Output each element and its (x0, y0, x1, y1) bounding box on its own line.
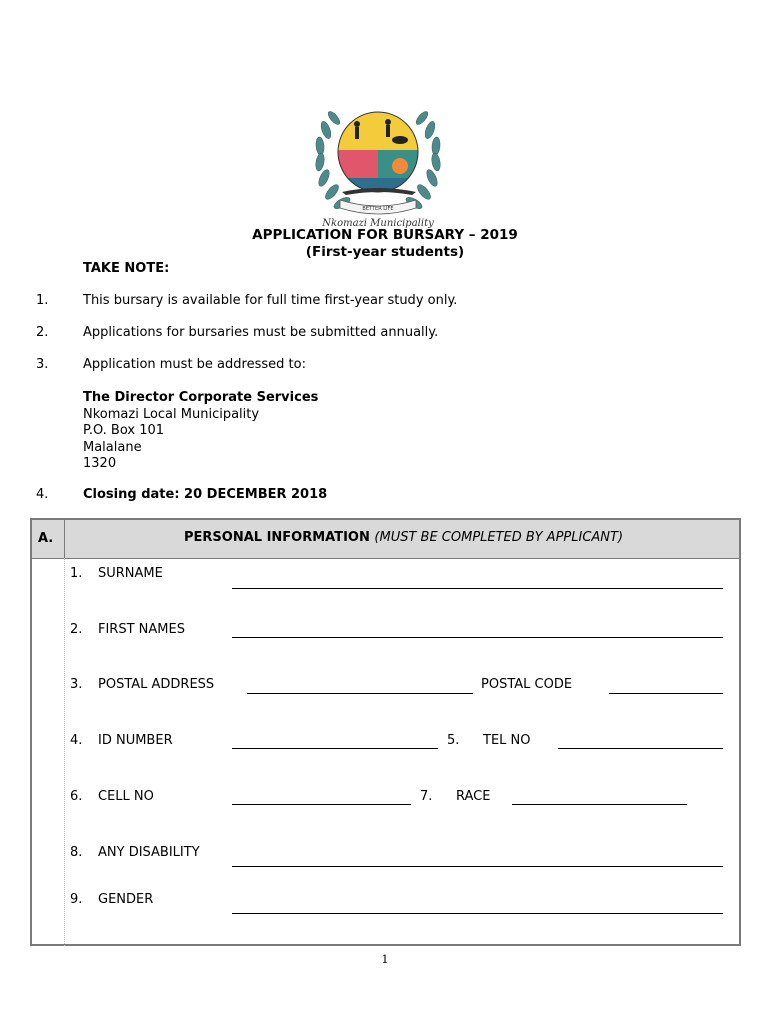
field-number: 2. (70, 622, 83, 637)
address-line: Malalane (83, 439, 142, 455)
race-label: RACE (456, 789, 491, 804)
closing-date: Closing date: 20 DECEMBER 2018 (83, 487, 328, 502)
field-number: 7. (420, 789, 433, 804)
svg-text:BETTER LIFE: BETTER LIFE (362, 206, 394, 212)
personal-information-section (30, 518, 741, 946)
note-number: 3. (36, 357, 49, 372)
note-text: Applications for bursaries must be submitted annually. (83, 325, 439, 340)
municipality-logo (312, 100, 444, 228)
take-note-heading: TAKE NOTE: (83, 261, 170, 276)
field-number: 6. (70, 789, 83, 804)
note-number: 4. (36, 487, 49, 502)
any-disability-field[interactable] (232, 866, 723, 867)
surname-label: SURNAME (98, 566, 163, 581)
field-number: 5. (447, 733, 460, 748)
document-title: APPLICATION FOR BURSARY – 2019 (252, 227, 518, 243)
note-number: 2. (36, 325, 49, 340)
first-names-label: FIRST NAMES (98, 622, 185, 637)
postal-code-field[interactable] (609, 693, 723, 694)
postal-address-field[interactable] (247, 693, 473, 694)
field-number: 9. (70, 892, 83, 907)
race-field[interactable] (512, 804, 687, 805)
cell-no-field[interactable] (232, 804, 411, 805)
id-number-label: ID NUMBER (98, 733, 173, 748)
section-title-text: PERSONAL INFORMATION (184, 530, 370, 545)
tel-no-label: TEL NO (483, 733, 531, 748)
postal-code-label: POSTAL CODE (481, 677, 573, 692)
note-text: This bursary is available for full time first-year study only. (83, 293, 458, 308)
field-number: 3. (70, 677, 83, 692)
first-names-field[interactable] (232, 637, 723, 638)
id-number-field[interactable] (232, 748, 438, 749)
svg-text:Nkomazi Municipality: Nkomazi Municipality (322, 218, 434, 228)
address-line: The Director Corporate Services (83, 390, 319, 405)
note-number: 1. (36, 293, 49, 308)
gender-field[interactable] (232, 913, 723, 914)
page-number: 1 (381, 953, 389, 966)
note-text: Application must be addressed to: (83, 357, 306, 372)
address-line: 1320 (83, 456, 117, 471)
section-divider (64, 520, 65, 558)
section-letter: A. (38, 531, 54, 546)
gender-label: GENDER (98, 892, 154, 907)
cell-no-label: CELL NO (98, 789, 154, 804)
tel-no-field[interactable] (558, 748, 723, 749)
mailing-address (83, 390, 318, 473)
address-line: P.O. Box 101 (83, 423, 165, 438)
surname-field[interactable] (232, 588, 723, 589)
field-number: 8. (70, 845, 83, 860)
section-divider (64, 558, 66, 946)
address-line: Nkomazi Local Municipality (83, 406, 260, 422)
postal-address-label: POSTAL ADDRESS (98, 677, 215, 692)
any-disability-label: ANY DISABILITY (98, 845, 200, 860)
field-number: 4. (70, 733, 83, 748)
section-title (184, 530, 623, 545)
field-number: 1. (70, 566, 83, 581)
document-subtitle: (First-year students) (305, 244, 465, 260)
section-title-note: (MUST BE COMPLETED BY APPLICANT) (374, 530, 624, 545)
